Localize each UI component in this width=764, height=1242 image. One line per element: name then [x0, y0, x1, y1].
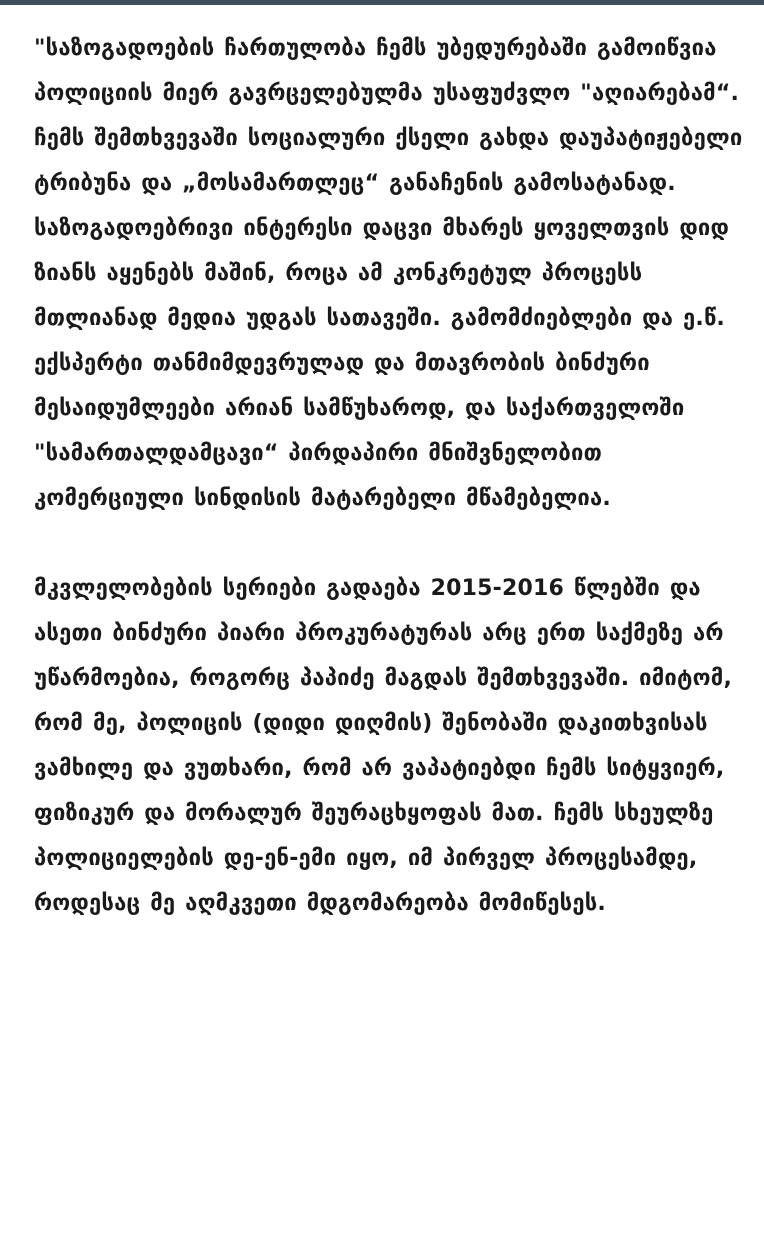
article-body: [34, 26, 746, 926]
top-divider-bar: [0, 0, 764, 5]
article-paragraph-2: მკვლელობების სერიები გადაება 2015-2016 წლებში და ასეთი ბინძური პიარი პროკურატურას არც ერთ საქმეზე არ უწარმოებია, როგორც პაპიძე მაგდას შემთხვევაში. იმიტომ, რომ მე, პოლიცის (დიდი დიღმის) შენობაში დაკითხვისას ვამხილე და ვუთხარი, რომ არ ვაპატიებდი ჩემს სიტყვიერ, ფიზიკურ და მორალურ შეურაცხყოფას მათ. ჩემს სხეულზე პოლიციელების დე-ენ-ემი იყო, იმ პირველ პროცესამდე, როდესაც მე აღმკვეთი მდგომარეობა მომიწესეს.: [34, 576, 733, 916]
article-paragraph-1: "საზოგადოების ჩართულობა ჩემს უბედურებაში გამოიწვია პოლიციის მიერ გავრცელებულმა უსაფუძვლო "აღიარებამ“. ჩემს შემთხვევაში სოციალური ქსელი გახდა დაუპატიჟებელი ტრიბუნა და „მოსამართლეც“ განაჩენის გამოსატანად. საზოგადოებრივი ინტერესი დაცვი მხარეს ყოველთვის დიდ ზიანს აყენებს მაშინ, როცა ამ კონკრეტულ პროცესს მთლიანად მედია უდგას სათავეში. გამომძიებლები და ე.წ. ექსპერტი თანმიმდევრულად და მთავრობის ბინძური მესაიდუმლეები არიან სამწუხაროდ, და საქართველოში "სამართალდამცავი“ პირდაპირი მნიშვნელობით კომერციული სინდისის მატარებელი მწამებელია.: [34, 36, 743, 511]
